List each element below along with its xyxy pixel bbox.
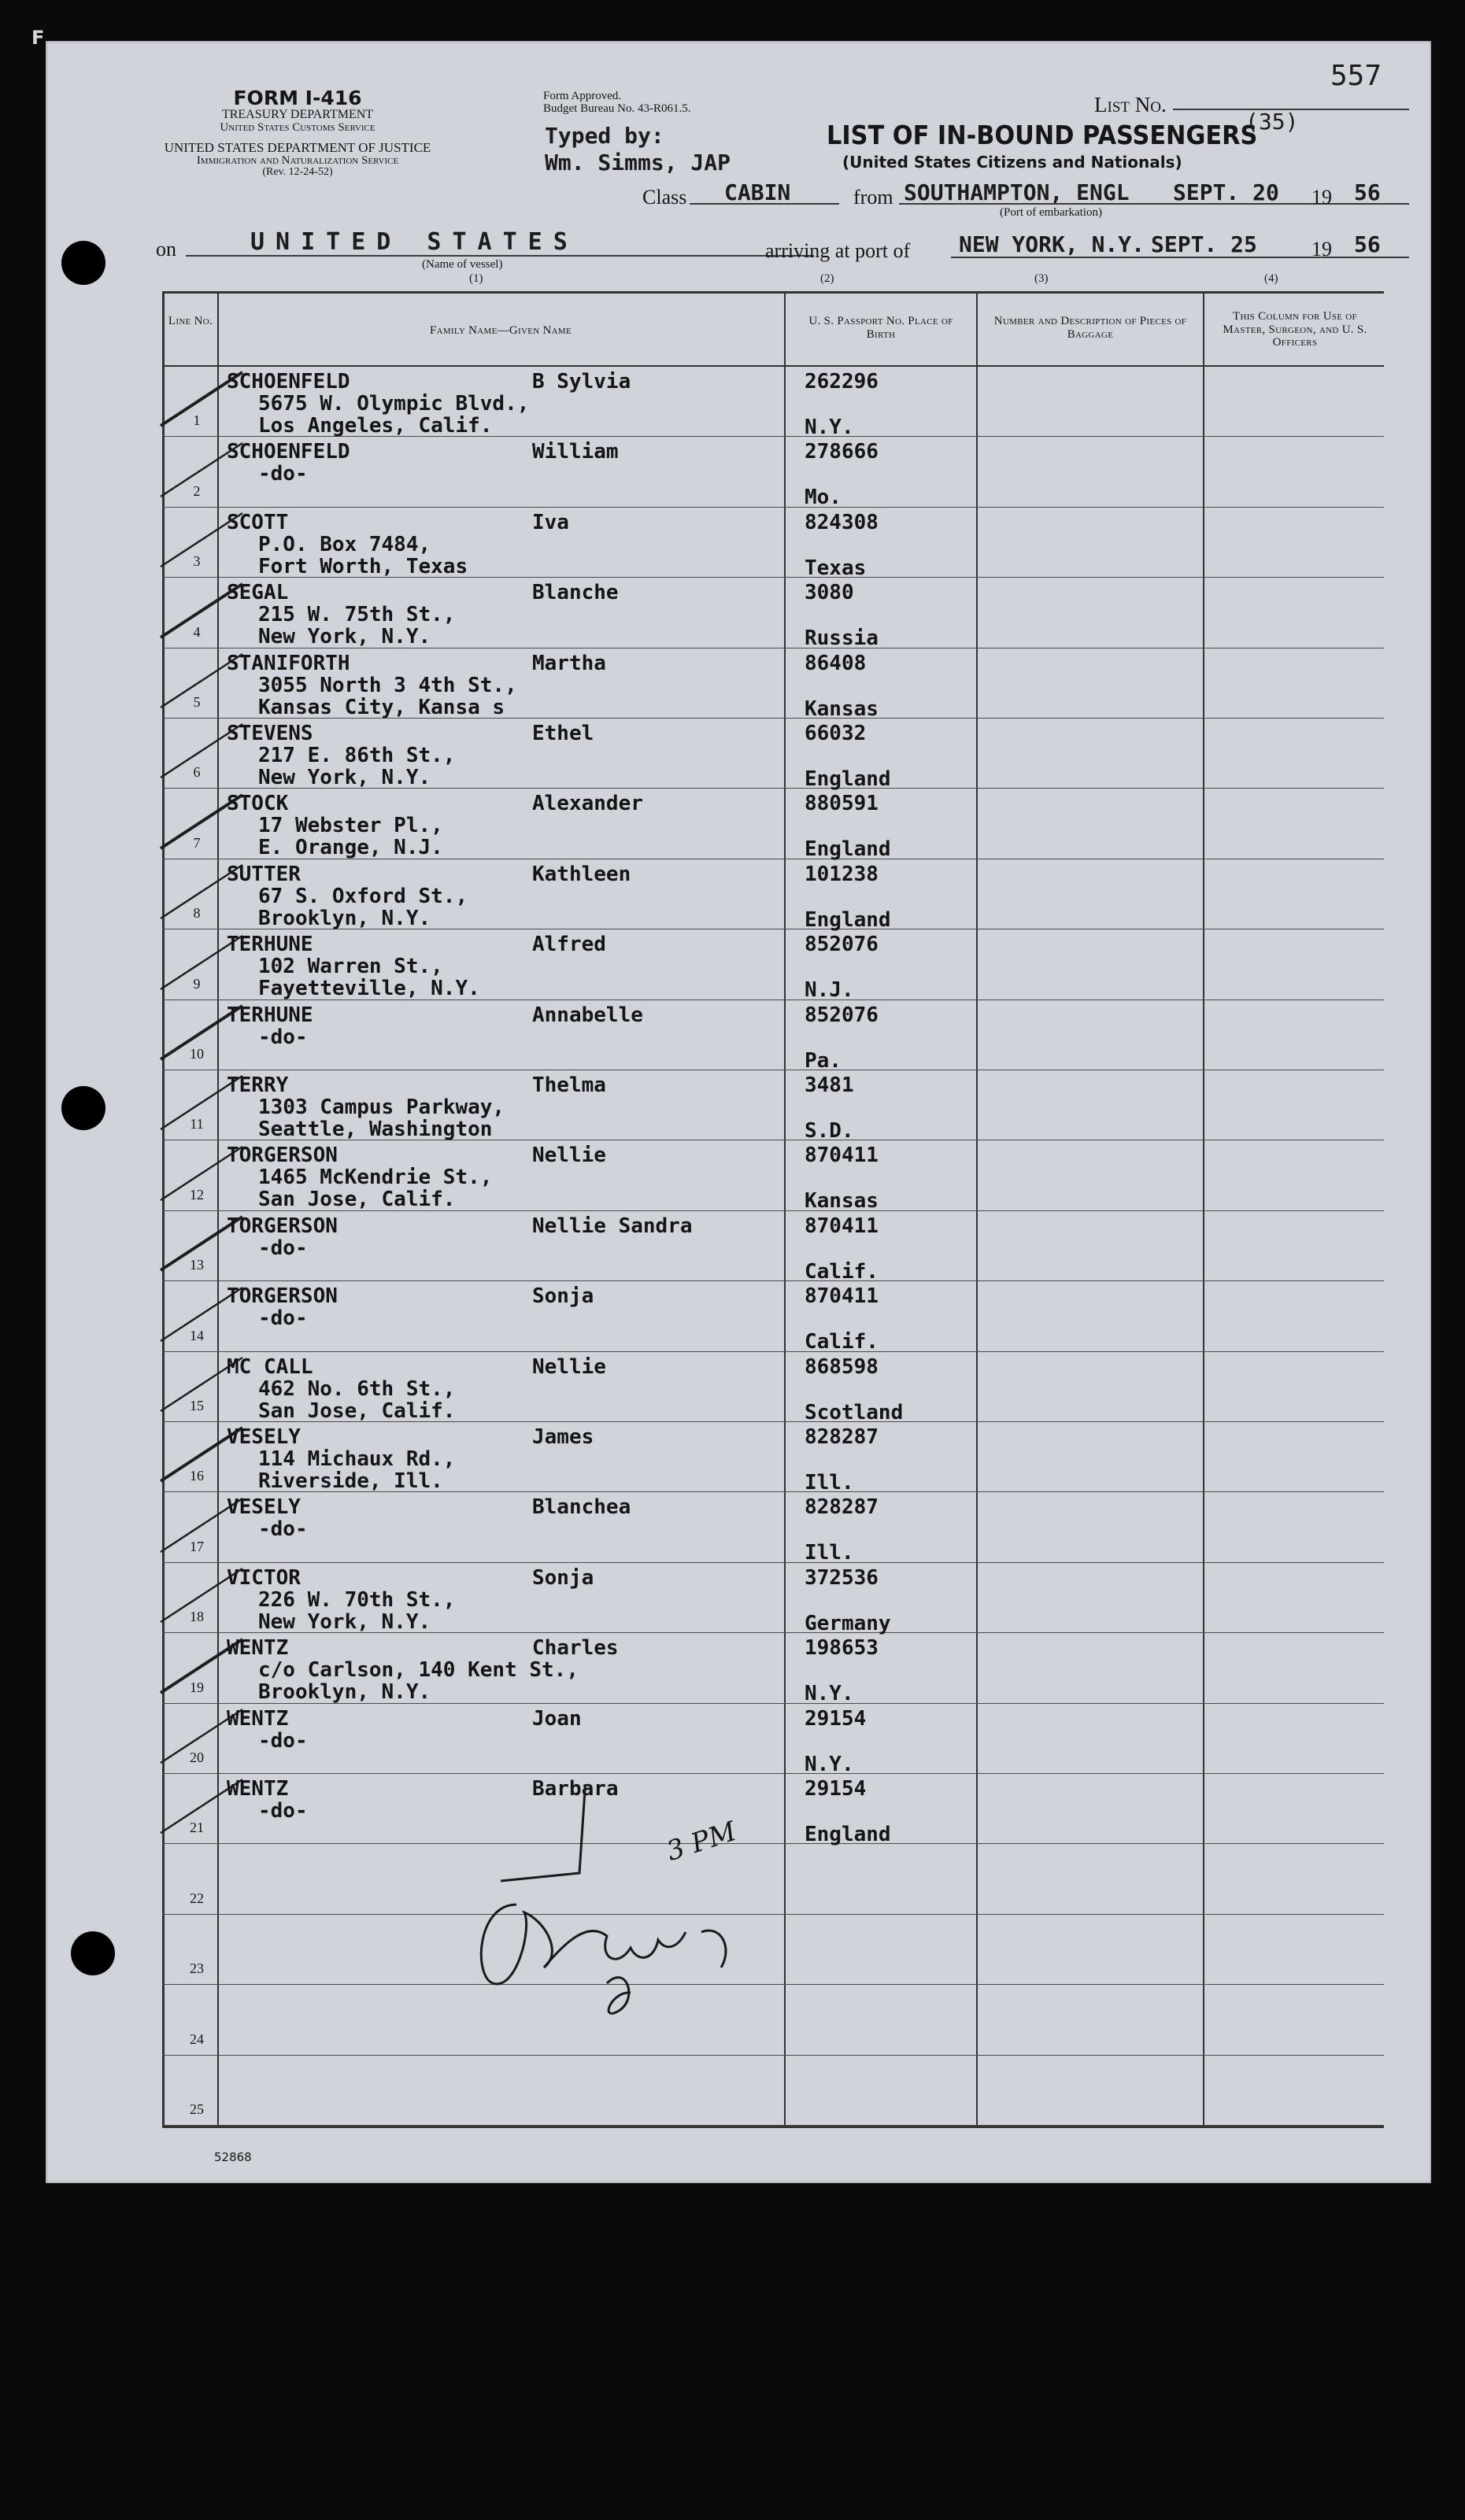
address-line-1: -do- <box>258 1728 308 1753</box>
given-name: Alfred <box>532 933 606 957</box>
line-number: 9 <box>193 975 201 992</box>
family-name: VESELY <box>227 1425 301 1449</box>
passport-number: 29154 <box>805 1777 867 1801</box>
address-line-2: Kansas City, Kansa s <box>258 695 505 719</box>
given-name: Nellie <box>532 1354 606 1379</box>
place-of-birth: England <box>805 1823 891 1846</box>
passenger-table <box>162 291 1384 2128</box>
given-name: Nellie <box>532 1144 606 1168</box>
address-line-2: Brooklyn, N.Y. <box>258 1680 431 1705</box>
passport-number: 852076 <box>805 933 879 957</box>
table-row <box>162 929 1384 1003</box>
line-number: 17 <box>190 1538 204 1554</box>
table-row <box>162 789 1384 862</box>
typed-by-label: Typed by: <box>545 123 664 149</box>
line-number: 8 <box>193 905 201 922</box>
arrival-year: 56 <box>1354 231 1381 257</box>
place-of-birth: Mo. <box>805 486 842 510</box>
passport-number: 262296 <box>805 370 879 394</box>
form-agency-block <box>148 88 447 179</box>
line-number: 6 <box>193 764 201 781</box>
line-number: 24 <box>190 2030 204 2047</box>
footer-code: 52868 <box>214 2150 252 2164</box>
passport-number: 101238 <box>805 862 879 886</box>
passenger-list-form <box>46 41 1431 2183</box>
address-line-1: 5675 W. Olympic Blvd., <box>258 392 530 416</box>
arriving-label: arriving at port of <box>765 239 911 262</box>
dept-immigration: Immigration and Naturalization Service <box>196 153 399 167</box>
place-of-birth: Calif. <box>805 1259 879 1284</box>
line-number: 21 <box>190 1820 204 1836</box>
given-name: Thelma <box>532 1073 606 1097</box>
col-4-marker: (4) <box>1264 272 1278 285</box>
given-name: B Sylvia <box>532 370 631 394</box>
vessel-caption: (Name of vessel) <box>422 258 503 271</box>
table-row <box>162 367 1384 437</box>
arrival-port: NEW YORK, N.Y. <box>959 231 1145 257</box>
col-header-line-no: Line No. <box>168 315 213 327</box>
given-name: Martha <box>532 651 606 675</box>
address-line-1: 215 W. 75th St., <box>258 603 456 627</box>
address-line-2: Brooklyn, N.Y. <box>258 906 431 930</box>
passport-number: 86408 <box>805 651 867 675</box>
line-number: 2 <box>193 482 201 499</box>
address-line-1: c/o Carlson, 140 Kent St., <box>258 1658 579 1683</box>
table-row <box>162 1211 1384 1284</box>
address-line-2: New York, N.Y. <box>258 625 431 649</box>
line-number: 13 <box>190 1257 204 1273</box>
table-row <box>162 1140 1384 1214</box>
class-label: Class <box>642 186 687 209</box>
passport-number: 824308 <box>805 510 879 534</box>
family-name: WENTZ <box>227 1706 289 1731</box>
address-line-1: 1303 Campus Parkway, <box>258 1096 505 1119</box>
punch-hole <box>61 1086 105 1130</box>
table-top-rule <box>162 291 1384 294</box>
arrival-year-prefix: 19 <box>1311 238 1332 260</box>
depart-year-prefix: 19 <box>1311 186 1332 209</box>
table-row <box>162 1492 1384 1565</box>
address-line-2: San Jose, Calif. <box>258 1399 456 1423</box>
given-name: Nellie Sandra <box>532 1214 693 1238</box>
passport-number: 372536 <box>805 1565 879 1590</box>
place-of-birth: Germany <box>805 1611 891 1635</box>
place-of-birth: England <box>805 767 891 791</box>
family-name: SCHOENFELD <box>227 370 350 394</box>
line-number: 4 <box>193 623 201 640</box>
address-line-2: Fayetteville, N.Y. <box>258 977 480 1001</box>
given-name: Iva <box>532 510 569 534</box>
passport-number: 828287 <box>805 1495 879 1520</box>
table-row <box>162 648 1384 719</box>
given-name: Alexander <box>532 792 643 816</box>
family-name: TORGERSON <box>227 1284 338 1309</box>
table-row <box>162 508 1384 578</box>
family-name: SCHOENFELD <box>227 440 350 464</box>
address-line-1: -do- <box>258 1517 308 1542</box>
form-subtitle: (United States Citizens and Nationals) <box>842 153 1182 172</box>
table-row <box>162 2056 1384 2126</box>
given-name: Charles <box>532 1636 619 1661</box>
given-name: Sonja <box>532 1284 594 1309</box>
port-embark-caption: (Port of embarkation) <box>1000 206 1102 219</box>
family-name: SEGAL <box>227 581 289 605</box>
col-1-marker: (1) <box>469 272 483 285</box>
address-line-1: 3055 North 3 4th St., <box>258 673 517 697</box>
line-number: 22 <box>190 1890 204 1906</box>
passport-number: 852076 <box>805 1003 879 1027</box>
passport-number: 870411 <box>805 1284 879 1309</box>
family-name: TERHUNE <box>227 933 313 957</box>
depart-date: SEPT. 20 <box>1173 179 1279 205</box>
line-number: 14 <box>190 1327 204 1343</box>
dept-justice: UNITED STATES DEPARTMENT OF JUSTICE <box>164 139 431 155</box>
budget-bureau: Budget Bureau No. 43-R061.5. <box>543 102 691 115</box>
place-of-birth: Pa. <box>805 1048 842 1073</box>
address-line-2: New York, N.Y. <box>258 766 431 789</box>
signature-annotation: 3 PM <box>663 1816 741 1868</box>
family-name: VICTOR <box>227 1565 301 1590</box>
col-3-marker: (3) <box>1034 272 1049 285</box>
given-name: Annabelle <box>532 1003 643 1027</box>
dept-treasury: TREASURY DEPARTMENT <box>221 108 374 122</box>
line-number: 10 <box>190 1045 204 1062</box>
place-of-birth: N.Y. <box>805 416 854 439</box>
punch-hole <box>71 1931 115 1975</box>
place-of-birth: N.Y. <box>805 1752 854 1776</box>
form-revision: (Rev. 12-24-52) <box>262 166 333 179</box>
address-line-1: 462 No. 6th St., <box>258 1376 456 1401</box>
line-number: 7 <box>193 834 201 851</box>
form-title: LIST OF IN-BOUND PASSENGERS <box>827 120 1258 150</box>
place-of-birth: Texas <box>805 556 867 580</box>
table-row <box>162 1704 1384 1774</box>
table-row <box>162 859 1384 932</box>
col-header-name: Family Name—Given Name <box>429 324 572 337</box>
table-row <box>162 578 1384 651</box>
address-line-2: San Jose, Calif. <box>258 1188 456 1212</box>
given-name: James <box>532 1425 594 1449</box>
passport-number: 870411 <box>805 1144 879 1168</box>
line-number: 23 <box>190 1960 204 1977</box>
passport-number: 3080 <box>805 581 854 605</box>
address-line-1: 102 Warren St., <box>258 955 443 979</box>
table-row <box>162 1633 1384 1706</box>
line-number: 15 <box>190 1397 204 1413</box>
address-line-2: Seattle, Washington <box>258 1118 493 1141</box>
address-line-2: E. Orange, N.J. <box>258 836 443 860</box>
address-line-1: 226 W. 70th St., <box>258 1587 456 1612</box>
address-line-1: 17 Webster Pl., <box>258 814 443 838</box>
signature-mark <box>469 1787 808 2015</box>
place-of-birth: N.Y. <box>805 1682 854 1706</box>
arrival-date: SEPT. 25 <box>1151 231 1257 257</box>
dept-customs: United States Customs Service <box>220 121 375 135</box>
family-name: STEVENS <box>227 722 313 745</box>
passport-number: 3481 <box>805 1073 854 1097</box>
address-line-2: Riverside, Ill. <box>258 1469 443 1493</box>
place-of-birth: Ill. <box>805 1541 854 1565</box>
given-name: Blanchea <box>532 1495 631 1520</box>
family-name: MC CALL <box>227 1354 313 1379</box>
line-number: 11 <box>190 1116 204 1133</box>
form-approved: Form Approved. <box>543 90 622 102</box>
table-row <box>162 1000 1384 1073</box>
address-line-1: 114 Michaux Rd., <box>258 1447 456 1471</box>
passport-number: 870411 <box>805 1214 879 1238</box>
address-line-2: Fort Worth, Texas <box>258 554 468 578</box>
line-number: 25 <box>190 2101 204 2117</box>
table-row <box>162 719 1384 789</box>
address-line-1: 67 S. Oxford St., <box>258 884 468 908</box>
place-of-birth: Ill. <box>805 1471 854 1495</box>
class-value: CABIN <box>724 179 791 205</box>
place-of-birth: England <box>805 837 891 862</box>
line-number: 19 <box>190 1679 204 1695</box>
passport-number: 278666 <box>805 440 879 464</box>
family-name: VESELY <box>227 1495 301 1520</box>
family-name: STOCK <box>227 792 289 816</box>
page-number: 557 <box>1330 60 1382 92</box>
line-number: 1 <box>193 412 201 429</box>
line-number: 3 <box>193 553 201 570</box>
given-name: Blanche <box>532 581 619 605</box>
line-number: 20 <box>190 1749 204 1765</box>
place-of-birth: Calif. <box>805 1330 879 1354</box>
given-name: Sonja <box>532 1565 594 1590</box>
vessel-name: UNITED STATES <box>250 228 579 256</box>
line-number: 16 <box>190 1468 204 1484</box>
address-line-1: -do- <box>258 1306 308 1331</box>
address-line-1: P.O. Box 7484, <box>258 532 431 556</box>
family-name: SCOTT <box>227 510 289 534</box>
row-rule <box>162 2125 1384 2126</box>
family-name: TERRY <box>227 1073 289 1097</box>
col-header-passport: U. S. Passport No. Place of Birth <box>808 315 953 341</box>
from-value: SOUTHAMPTON, ENGL <box>904 179 1130 205</box>
line-number: 5 <box>193 693 201 710</box>
passport-number: 29154 <box>805 1706 867 1731</box>
family-name: TERHUNE <box>227 1003 313 1027</box>
address-line-1: 1465 McKendrie St., <box>258 1166 493 1190</box>
table-row <box>162 1422 1384 1495</box>
family-name: TORGERSON <box>227 1144 338 1168</box>
place-of-birth: S.D. <box>805 1119 854 1143</box>
given-name: Ethel <box>532 722 594 745</box>
given-name: Barbara <box>532 1777 619 1801</box>
table-row <box>162 437 1384 510</box>
given-name: Joan <box>532 1706 582 1731</box>
typed-by-value: Wm. Simms, JAP <box>545 150 731 176</box>
given-name: William <box>532 440 619 464</box>
passport-number: 868598 <box>805 1354 879 1379</box>
address-line-1: -do- <box>258 462 308 486</box>
col-2-marker: (2) <box>820 272 834 285</box>
passport-number: 198653 <box>805 1636 879 1661</box>
place-of-birth: N.J. <box>805 978 854 1003</box>
table-row <box>162 1352 1384 1422</box>
col-header-officers: This Column for Use of Master, Surgeon, and U. S. Officers <box>1223 310 1367 349</box>
place-of-birth: Scotland <box>805 1400 904 1424</box>
address-line-1: -do- <box>258 1025 308 1049</box>
passport-number: 828287 <box>805 1425 879 1449</box>
place-of-birth: Kansas <box>805 697 879 721</box>
table-row <box>162 1563 1384 1633</box>
form-number: FORM I-416 <box>233 87 362 109</box>
corner-mark: F <box>31 27 45 49</box>
table-bottom-rule <box>162 2126 1384 2128</box>
col-header-baggage: Number and Description of Pieces of Baggage <box>993 315 1187 341</box>
list-no-label: List No. <box>1094 93 1167 116</box>
table-row <box>162 1281 1384 1354</box>
list-no-value: (35) <box>1245 109 1299 135</box>
passport-number: 66032 <box>805 722 867 745</box>
family-name: WENTZ <box>227 1777 289 1801</box>
family-name: SUTTER <box>227 862 301 886</box>
place-of-birth: Kansas <box>805 1189 879 1214</box>
address-line-1: 217 E. 86th St., <box>258 744 456 767</box>
address-line-2: New York, N.Y. <box>258 1609 431 1634</box>
given-name: Kathleen <box>532 862 631 886</box>
place-of-birth: England <box>805 907 891 932</box>
address-line-1: -do- <box>258 1236 308 1260</box>
punch-hole <box>61 241 105 285</box>
line-number: 18 <box>190 1609 204 1625</box>
address-line-2: Los Angeles, Calif. <box>258 414 493 438</box>
family-name: STANIFORTH <box>227 651 350 675</box>
table-row <box>162 1070 1384 1143</box>
from-label: from <box>853 186 893 209</box>
family-name: WENTZ <box>227 1636 289 1661</box>
depart-year: 56 <box>1354 179 1381 205</box>
passport-number: 880591 <box>805 792 879 816</box>
line-number: 12 <box>190 1186 204 1203</box>
on-label: on <box>156 238 176 260</box>
place-of-birth: Russia <box>805 626 879 651</box>
family-name: TORGERSON <box>227 1214 338 1238</box>
address-line-1: -do- <box>258 1799 308 1823</box>
